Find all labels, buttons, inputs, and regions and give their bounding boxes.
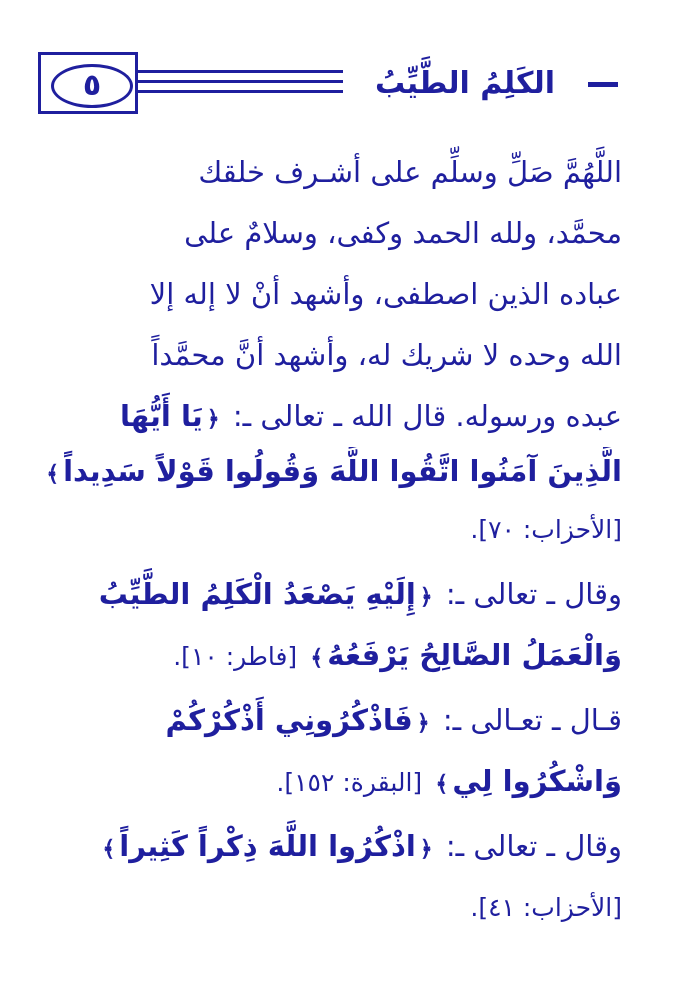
verse-reference: [فاطر: ١٠]. xyxy=(173,642,298,671)
verse-reference: [الأحزاب: ٧٠]. xyxy=(470,515,622,544)
text-segment: قـال ـ تعـالى ـ: xyxy=(442,703,622,737)
quran-verse: وَاشْكُرُوا لِي xyxy=(452,764,622,798)
text-line xyxy=(36,816,622,877)
text-line xyxy=(36,751,622,812)
ornate-bracket-close: ﴾ xyxy=(435,772,449,797)
paragraph-verse-fatir xyxy=(36,564,622,686)
quran-verse: اذْكُرُوا اللَّهَ ذِكْراً كَثِيراً xyxy=(119,829,416,863)
page-header xyxy=(38,52,618,116)
header-rule xyxy=(138,70,343,73)
header-dash xyxy=(588,82,618,87)
ornate-bracket-close: ﴾ xyxy=(102,837,116,862)
quran-verse: فَاذْكُرُونِي أَذْكُرْكُمْ xyxy=(165,703,413,737)
paragraph-verse-baqarah xyxy=(36,690,622,812)
text-line: الله وحده لا شريك له، وأشهد أنَّ محمَّداً xyxy=(151,338,622,372)
quran-verse: وَالْعَمَلُ الصَّالِحُ يَرْفَعُهُ xyxy=(327,638,622,672)
page-number: ٥ xyxy=(51,64,133,108)
text-line xyxy=(36,625,622,686)
text-segment: وقال ـ تعالى ـ: xyxy=(445,829,622,863)
page-body xyxy=(36,138,622,938)
header-rule xyxy=(138,90,343,93)
paragraph-verse-ahzab xyxy=(36,816,622,938)
ornate-bracket-open: ﴿ xyxy=(419,585,433,610)
ornate-bracket-open: ﴿ xyxy=(416,711,430,736)
verse-reference: [البقرة: ١٥٢]. xyxy=(276,768,423,797)
header-rule xyxy=(138,80,343,83)
text-line xyxy=(36,564,622,625)
text-line: اللَّهُمَّ صَلِّ وسلِّم على أشـرف خلقك xyxy=(198,155,622,189)
page-number-frame xyxy=(38,52,138,114)
ornate-bracket-close: ﴾ xyxy=(46,462,60,487)
text-line xyxy=(36,447,622,499)
text-line: عباده الذين اصطفى، وأشهد أنْ لا إله إلا xyxy=(149,277,622,311)
text-segment: عبده ورسوله. قال الله ـ تعالى ـ: xyxy=(232,399,622,433)
ornate-bracket-open: ﴿ xyxy=(419,837,433,862)
ornate-bracket-close: ﴾ xyxy=(310,646,324,671)
ornate-bracket-open: ﴿ xyxy=(206,407,220,432)
quran-verse: الَّذِينَ آمَنُوا اتَّقُوا اللَّهَ وَقُولُوا قَوْلاً سَدِيداً xyxy=(63,454,622,488)
quran-verse: إِلَيْهِ يَصْعَدُ الْكَلِمُ الطَّيِّبُ xyxy=(98,577,416,611)
verse-reference: [الأحزاب: ٤١]. xyxy=(470,893,622,922)
text-line xyxy=(36,386,622,447)
paragraph-opening xyxy=(36,142,622,560)
book-title: الكَلِمُ الطَّيِّبُ xyxy=(375,66,555,101)
text-line xyxy=(36,690,622,751)
text-segment: وقال ـ تعالى ـ: xyxy=(445,577,622,611)
text-line: محمَّد، ولله الحمد وكفى، وسلامٌ على xyxy=(184,216,622,250)
quran-verse: يَا أَيُّهَا xyxy=(119,399,203,433)
